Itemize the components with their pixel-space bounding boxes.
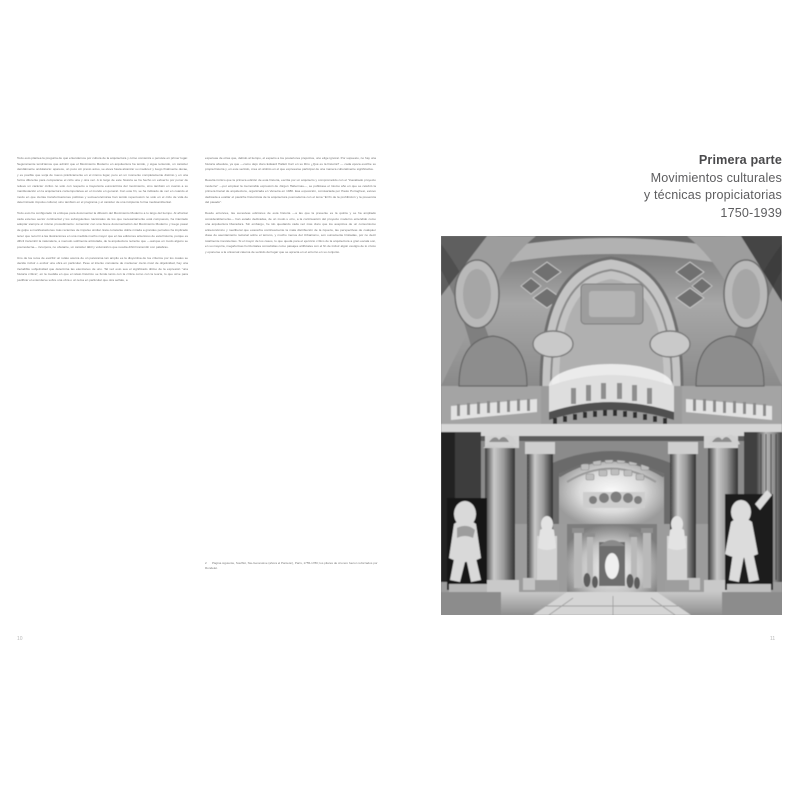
paragraph: Todo esto ha configurado mi enfoque para documentar la difusión del Movimiento Moderno a lo largo del tiempo. Al afrontar cada extenso sector continental y los subsiguientes nacionales de los que necesariamente está compuesto, ha intentado adoptar siempre el mismo procedimiento: comenzar con una breve documentación del Movimiento Moderno y luego pasar de golpe a manifestaciones más recientes de impulso similar. Esta constante doble mirada a grandes períodos ha implicado tener que recurrir a las ilustraciones en una medida mucho mayor que en las ediciones anteriores de esta historia, porque es difícil transmitir la naturaleza, a menudo sutilmente articulada, de la arquitectura reciente que —aunque en modo alguno se posmoderna— incorpora, no obstante, un carácter lábil y volumétrico que resulta difícil transmitir con palabras. <box>17 211 188 249</box>
text-column-left <box>17 156 188 289</box>
part-title-line-3: y técnicas propiciatorias <box>643 188 782 203</box>
paragraph: Desde entonces, las sucesivas ediciones de esta historia —a las que la presente es la quinta y se ha ampliado considerablemente— han estado dedicadas, de un modo u otro, a la continuación del proyecto moderno entendido como una arquitectura liberadora. Sin embargo, he ido quedando cada vez más claro que los auspicios de un consumismo antieconómico y neoliberal que exacerba continuamente la mala distribución de la riqueza, las perspectivas de cualquier clase de asentamiento racional sobre el terreno, y mucho menos del Urbanismo, son sumamente limitadas, por no decir totalmente inexistentes. Si el mayor de los casos, lo que queda para el ejercicio crítico de la arquitectura a gran escala son, en su mayoría, megaformas horizontales concebidas como paisajes artificiales con el fin de incluir algún vestigio de lo cívico y oponerse a la universal caterva de sentido del lugar que se aprecia en el entorno en su conjunto. <box>205 211 376 254</box>
paragraph: expensas de otras que, debido al tiempo, el espacio a los posteriores prejuicios, uno elige ignorar. Por supuesto, no hay una historia absoluta, ya que —como dejó claro Edward Hallett Carr en su libro ¿Qué es la historia? — cada época escribe su propia historia y, en este sentido, crea un ámbito en el que expresarse participar de una manera culturalmente significativa. <box>205 156 376 172</box>
part-title-block <box>540 152 782 222</box>
paragraph: Uno de los retos de escribir un relato acerca de un panorama tan amplio es la disyuntiva de los criterios por los cuales se decide incluir o excluir una obra en particular. Pese al intento constante de mantener cierto nivel de objetividad, hay una ineludible subjetividad que determina las elecciones de uno. Tal vez esto sea el significado último de la expresión "una historia crítica", en la medida en que el relato histórico se funde tanto con la crítica como con la teoría, lo que sirve para justificar el extenderse sobre una obra o un tema en particular que otra señale, a <box>17 255 188 282</box>
text-column-right <box>205 156 376 261</box>
page-number-right: 11 <box>770 636 776 642</box>
paragraph: Todo esto plantea la pregunta de qué entendemos por cultura de la arquitectura y cómo comienza o persiste en primer lugar. Seguramente tendríamos que admitir que el Movimiento Moderno en arquitectura ha tenido, y sigue teniendo, un carácter dendiàmente ondulatorio: aparece, un poco sin previo aviso, se eleva hasta alcanzar su madurez y luego finalmente decae, y es posible que surja de nuevo prácticamente en el mismo lugar, pero en un momento completamente distinto y en una forma diferente para compararse el ciclo una y otra vez. A lo largo de este historia se ha hecho un esfuerzo por poner de relieve un carácter cíclico no sólo con respecto a trayectoria eurocéntrica del movimiento, sino también en cuanto a su manifestación en la arquitectura contemporánea en el mundo en general. Con este fin, se ha indicado de vez en cuando el modo en que ciertas transformaciones políticas y socioeconómicas han tenido repercusión no sólo en el ciclo de vida de determinado impulso cultural, sino también en el programa y el carácter de una incipiente forma medioambiental. <box>17 156 188 205</box>
part-title-line-4: 1750-1939 <box>720 205 782 220</box>
caption-text: Página siguiente, Soufflot, Ste-Geneviève (ahora el Panteón), París, 1755-1780; los pilares de crucero fueron reforzados por Rondelet. <box>205 561 378 571</box>
part-title-line-1: Primera parte <box>698 153 782 167</box>
paragraph: Resulta irónico que la primera edición de esta historia, escrita por un arquitecto y comprometido con el "inacabado proyecto moderno" —por emplear la memorable expresión de Jürgen Habermas—, se publicase el mismo año en que se celebró la primera bienal de arquitectura, organizada en Venecia en 1980. Esa exposición, comisariada por Paolo Portoghesi, estuvo dedicada a exaltar el pastiche historicista de la arquitectura posmoderna con el lema "El fin de la prohibición y la presencia del pasado". <box>205 178 376 205</box>
page-number-left: 10 <box>17 636 23 642</box>
part-title-line-2: Movimientos culturales <box>650 170 782 185</box>
figure-caption <box>205 561 379 572</box>
caption-marker: 2 <box>205 561 207 565</box>
pantheon-interior-photo <box>441 236 782 615</box>
